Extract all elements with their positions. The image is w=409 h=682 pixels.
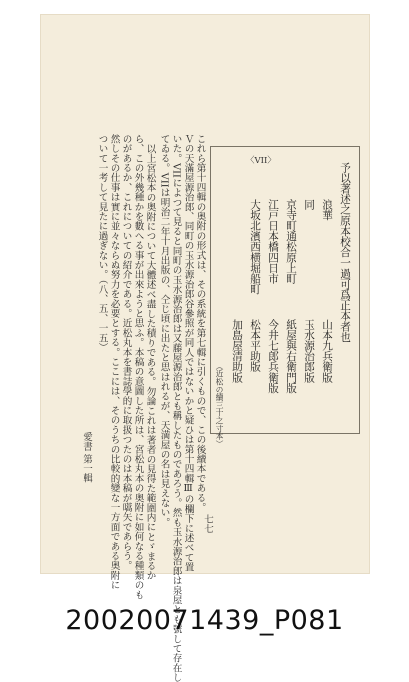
page-number: 七七 [202,514,213,533]
colophon-caption: （近松の續三十之寸本） [215,362,224,448]
body-column-4: てゐる。VIIは明治二年十月出版の、仝じ頃に出たと思はれるが、天満屋の名は見えない。 [158,134,170,528]
colophon-place-5: 大坂北濱西横堀船町 [249,199,261,295]
colophon-place-3: 京寺町通松原上町 [285,199,297,284]
section-marker: 〈VII〉 [246,156,276,166]
imprint-5: 松本平助版 [249,319,261,372]
imprint-4: 今井七郎兵衛版 [267,319,279,394]
image-caption: 20020071439_P081 [65,605,344,636]
body-column-5: 以上宮松本の奥附について大體述べ盡した積りである。勿論これは著者の見得た範圍内にとゞまるか [144,144,156,581]
colophon-place-2: 同 [303,199,315,210]
imprint-2: 玉水源治郎版 [303,319,315,383]
footer-title: 愛書 第一輯 [81,432,92,483]
body-column-7: のがあるか、これについての紹介である。近松丸本を書誌學的に取扱つたのは本稿が嚆矢であらう。 [120,134,132,571]
body-column-6: ら、この外幾種かを數へる事が出來ようと思ふ。本稿の意圖した所は、宮松丸本の奥附に如何なる種類のも [132,134,144,600]
imprint-1: 山本九兵衛版 [321,319,333,383]
body-column-3: いた。VIIによつて見ると同町の玉水源治郎は又藤屋源治郎とも稱したものであろう。然も玉水源治郎は泉屋とも號して存在し [170,134,182,682]
body-column-1: これら第十四輯の奥附の形式は、その系統を第七輯に引くもので、この後續本である。 [194,134,206,513]
imprint-3: 紙屋與右衛門版 [285,319,297,394]
imprint-6: 加島屋清助版 [231,319,243,383]
body-column-9: ついて一考して見たに過ぎない。（八、五、一五） [96,134,108,353]
colophon-place-4: 江戸日本橋四日市 [267,199,279,284]
body-column-8: 然しその仕事は實に並々ならぬ努力を必要とする。ここには、そのうちの比較的變な一方面である奥附に [108,134,120,590]
colophon-statement: 予以著述之原本校合一過可爲正本者也 [339,162,351,343]
colophon-place-1: 浪華 [321,199,333,221]
body-column-2: Ｖの天滿屋源治郎、同町の玉水源治郎谷參照が同人ではないかと疑ひは第十四輯Ⅲの欄下に述べて置 [182,134,194,572]
